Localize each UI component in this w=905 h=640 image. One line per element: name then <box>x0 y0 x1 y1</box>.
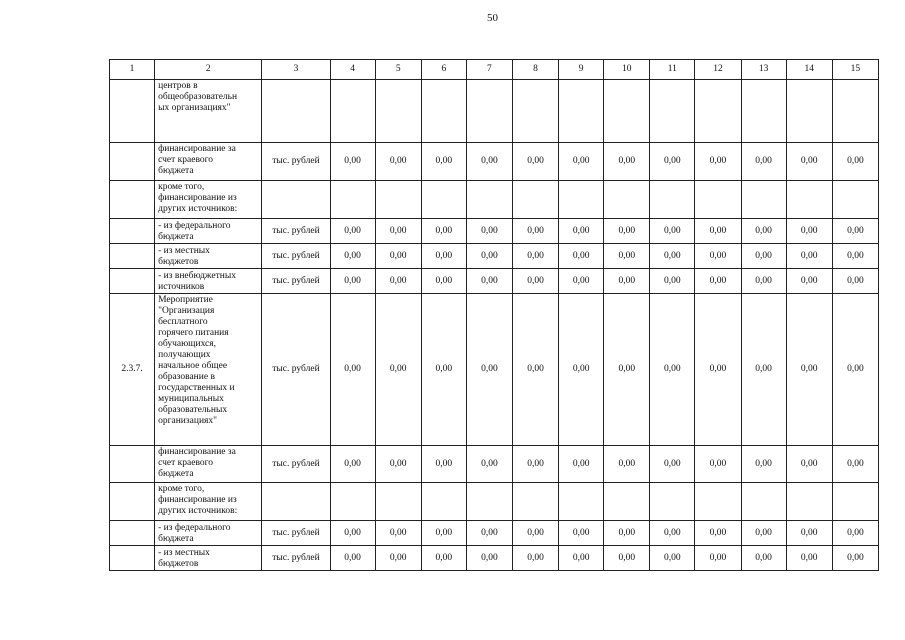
value-cell: 0,00 <box>741 546 786 571</box>
value-cell <box>650 483 695 521</box>
description-cell: финансирование за счет краевого бюджета <box>155 446 262 483</box>
value-cell: 0,00 <box>741 269 786 294</box>
value-cell: 0,00 <box>559 294 604 446</box>
value-cell <box>741 80 786 143</box>
value-cell: 0,00 <box>330 219 375 244</box>
value-cell: 0,00 <box>832 269 878 294</box>
column-header: 10 <box>604 60 650 80</box>
value-cell: 0,00 <box>741 143 786 181</box>
column-header: 8 <box>512 60 558 80</box>
value-cell <box>650 80 695 143</box>
value-cell: 0,00 <box>650 269 695 294</box>
unit-cell: тыс. рублей <box>262 294 330 446</box>
table-row <box>110 446 879 483</box>
row-number-cell <box>110 483 155 521</box>
value-cell: 0,00 <box>786 143 832 181</box>
value-cell: 0,00 <box>650 446 695 483</box>
value-cell: 0,00 <box>512 244 558 269</box>
value-cell: 0,00 <box>695 546 741 571</box>
value-cell: 0,00 <box>330 546 375 571</box>
value-cell: 0,00 <box>421 269 466 294</box>
row-number-cell <box>110 546 155 571</box>
table-row <box>110 269 879 294</box>
value-cell <box>375 80 421 143</box>
value-cell <box>786 80 832 143</box>
description-cell: - из внебюджетных источников <box>155 269 262 294</box>
value-cell: 0,00 <box>330 294 375 446</box>
column-header: 9 <box>559 60 604 80</box>
value-cell: 0,00 <box>650 244 695 269</box>
value-cell <box>421 181 466 219</box>
description-cell: финансирование за счет краевого бюджета <box>155 143 262 181</box>
value-cell <box>604 80 650 143</box>
value-cell: 0,00 <box>375 269 421 294</box>
column-header: 6 <box>421 60 466 80</box>
value-cell: 0,00 <box>512 546 558 571</box>
value-cell: 0,00 <box>375 446 421 483</box>
unit-cell <box>262 80 330 143</box>
value-cell <box>786 483 832 521</box>
value-cell: 0,00 <box>375 244 421 269</box>
value-cell: 0,00 <box>832 219 878 244</box>
value-cell: 0,00 <box>832 294 878 446</box>
value-cell: 0,00 <box>604 143 650 181</box>
value-cell <box>559 181 604 219</box>
value-cell: 0,00 <box>741 219 786 244</box>
value-cell: 0,00 <box>832 446 878 483</box>
value-cell <box>330 80 375 143</box>
column-header: 12 <box>695 60 741 80</box>
row-number-cell <box>110 269 155 294</box>
description-cell: кроме того, финансирование из других источников: <box>155 483 262 521</box>
column-header: 15 <box>832 60 878 80</box>
value-cell: 0,00 <box>559 244 604 269</box>
value-cell: 0,00 <box>421 219 466 244</box>
value-cell <box>604 483 650 521</box>
value-cell: 0,00 <box>512 269 558 294</box>
value-cell: 0,00 <box>512 446 558 483</box>
value-cell: 0,00 <box>421 143 466 181</box>
description-cell: - из федерального бюджета <box>155 521 262 546</box>
table-row <box>110 244 879 269</box>
value-cell: 0,00 <box>559 219 604 244</box>
column-header: 14 <box>786 60 832 80</box>
value-cell: 0,00 <box>375 219 421 244</box>
value-cell: 0,00 <box>786 294 832 446</box>
table-row <box>110 219 879 244</box>
value-cell: 0,00 <box>466 244 512 269</box>
value-cell: 0,00 <box>741 244 786 269</box>
column-header: 11 <box>650 60 695 80</box>
value-cell <box>466 80 512 143</box>
value-cell: 0,00 <box>604 546 650 571</box>
row-number-cell <box>110 143 155 181</box>
column-header: 3 <box>262 60 330 80</box>
value-cell: 0,00 <box>512 143 558 181</box>
value-cell: 0,00 <box>375 143 421 181</box>
value-cell: 0,00 <box>512 521 558 546</box>
value-cell: 0,00 <box>786 244 832 269</box>
table-row <box>110 546 879 571</box>
row-number-cell <box>110 181 155 219</box>
table-row <box>110 80 879 143</box>
value-cell: 0,00 <box>604 219 650 244</box>
value-cell: 0,00 <box>604 521 650 546</box>
value-cell: 0,00 <box>466 269 512 294</box>
table-row <box>110 143 879 181</box>
value-cell: 0,00 <box>695 294 741 446</box>
value-cell: 0,00 <box>741 446 786 483</box>
value-cell: 0,00 <box>650 219 695 244</box>
value-cell <box>559 483 604 521</box>
table-row <box>110 483 879 521</box>
value-cell: 0,00 <box>559 546 604 571</box>
column-header: 4 <box>330 60 375 80</box>
value-cell <box>832 80 878 143</box>
value-cell <box>650 181 695 219</box>
value-cell: 0,00 <box>604 244 650 269</box>
description-cell: - из местных бюджетов <box>155 244 262 269</box>
table-body <box>110 60 879 571</box>
value-cell <box>832 181 878 219</box>
column-header: 2 <box>155 60 262 80</box>
value-cell: 0,00 <box>466 446 512 483</box>
row-number-cell <box>110 80 155 143</box>
budget-table <box>109 59 879 571</box>
value-cell: 0,00 <box>466 294 512 446</box>
value-cell: 0,00 <box>466 521 512 546</box>
value-cell: 0,00 <box>330 521 375 546</box>
value-cell: 0,00 <box>786 269 832 294</box>
value-cell: 0,00 <box>330 143 375 181</box>
value-cell: 0,00 <box>650 546 695 571</box>
value-cell <box>786 181 832 219</box>
value-cell <box>421 80 466 143</box>
page-number: 50 <box>487 12 498 24</box>
unit-cell <box>262 483 330 521</box>
value-cell: 0,00 <box>695 219 741 244</box>
value-cell: 0,00 <box>466 143 512 181</box>
value-cell: 0,00 <box>832 143 878 181</box>
column-header: 5 <box>375 60 421 80</box>
value-cell: 0,00 <box>330 244 375 269</box>
header-row <box>110 60 879 80</box>
value-cell <box>512 483 558 521</box>
value-cell: 0,00 <box>421 294 466 446</box>
value-cell <box>512 80 558 143</box>
value-cell: 0,00 <box>786 546 832 571</box>
value-cell <box>375 181 421 219</box>
value-cell: 0,00 <box>559 446 604 483</box>
value-cell: 0,00 <box>741 521 786 546</box>
table-row <box>110 294 879 446</box>
row-number-cell <box>110 219 155 244</box>
value-cell: 0,00 <box>604 446 650 483</box>
description-cell: - из федерального бюджета <box>155 219 262 244</box>
unit-cell: тыс. рублей <box>262 244 330 269</box>
description-cell: центров в общеобразовательн ых организациях" <box>155 80 262 143</box>
value-cell: 0,00 <box>421 546 466 571</box>
value-cell <box>330 181 375 219</box>
value-cell: 0,00 <box>559 143 604 181</box>
value-cell <box>604 181 650 219</box>
value-cell <box>832 483 878 521</box>
table-row <box>110 521 879 546</box>
description-cell: - из местных бюджетов <box>155 546 262 571</box>
value-cell: 0,00 <box>650 521 695 546</box>
value-cell: 0,00 <box>375 546 421 571</box>
row-number-cell <box>110 244 155 269</box>
table-row <box>110 181 879 219</box>
unit-cell <box>262 181 330 219</box>
column-header: 7 <box>466 60 512 80</box>
value-cell: 0,00 <box>466 219 512 244</box>
value-cell: 0,00 <box>695 244 741 269</box>
value-cell: 0,00 <box>832 546 878 571</box>
unit-cell: тыс. рублей <box>262 219 330 244</box>
unit-cell: тыс. рублей <box>262 446 330 483</box>
value-cell: 0,00 <box>421 244 466 269</box>
description-cell: кроме того, финансирование из других источников: <box>155 181 262 219</box>
value-cell: 0,00 <box>559 521 604 546</box>
value-cell <box>512 181 558 219</box>
value-cell <box>559 80 604 143</box>
value-cell: 0,00 <box>650 294 695 446</box>
value-cell: 0,00 <box>512 294 558 446</box>
value-cell <box>695 80 741 143</box>
value-cell <box>741 181 786 219</box>
unit-cell: тыс. рублей <box>262 521 330 546</box>
value-cell: 0,00 <box>786 219 832 244</box>
column-header: 1 <box>110 60 155 80</box>
value-cell: 0,00 <box>375 294 421 446</box>
row-number-cell <box>110 446 155 483</box>
value-cell: 0,00 <box>741 294 786 446</box>
value-cell: 0,00 <box>695 143 741 181</box>
value-cell: 0,00 <box>604 294 650 446</box>
value-cell <box>741 483 786 521</box>
value-cell: 0,00 <box>786 521 832 546</box>
value-cell: 0,00 <box>421 446 466 483</box>
value-cell: 0,00 <box>786 446 832 483</box>
value-cell: 0,00 <box>832 244 878 269</box>
value-cell <box>330 483 375 521</box>
value-cell: 0,00 <box>466 546 512 571</box>
value-cell: 0,00 <box>832 521 878 546</box>
value-cell <box>421 483 466 521</box>
description-cell: Мероприятие "Организация бесплатного горячего питания обучающихся, получающих начальное общее образование в государственных и муниципальных образовательных организациях" <box>155 294 262 446</box>
value-cell: 0,00 <box>695 446 741 483</box>
value-cell: 0,00 <box>559 269 604 294</box>
value-cell <box>466 483 512 521</box>
value-cell <box>466 181 512 219</box>
value-cell: 0,00 <box>512 219 558 244</box>
unit-cell: тыс. рублей <box>262 546 330 571</box>
value-cell <box>695 483 741 521</box>
value-cell: 0,00 <box>650 143 695 181</box>
value-cell <box>695 181 741 219</box>
column-header: 13 <box>741 60 786 80</box>
value-cell: 0,00 <box>604 269 650 294</box>
value-cell: 0,00 <box>695 269 741 294</box>
row-number-cell: 2.3.7. <box>110 294 155 446</box>
value-cell: 0,00 <box>375 521 421 546</box>
unit-cell: тыс. рублей <box>262 269 330 294</box>
value-cell: 0,00 <box>421 521 466 546</box>
value-cell <box>375 483 421 521</box>
value-cell: 0,00 <box>330 446 375 483</box>
row-number-cell <box>110 521 155 546</box>
unit-cell: тыс. рублей <box>262 143 330 181</box>
value-cell: 0,00 <box>330 269 375 294</box>
value-cell: 0,00 <box>695 521 741 546</box>
